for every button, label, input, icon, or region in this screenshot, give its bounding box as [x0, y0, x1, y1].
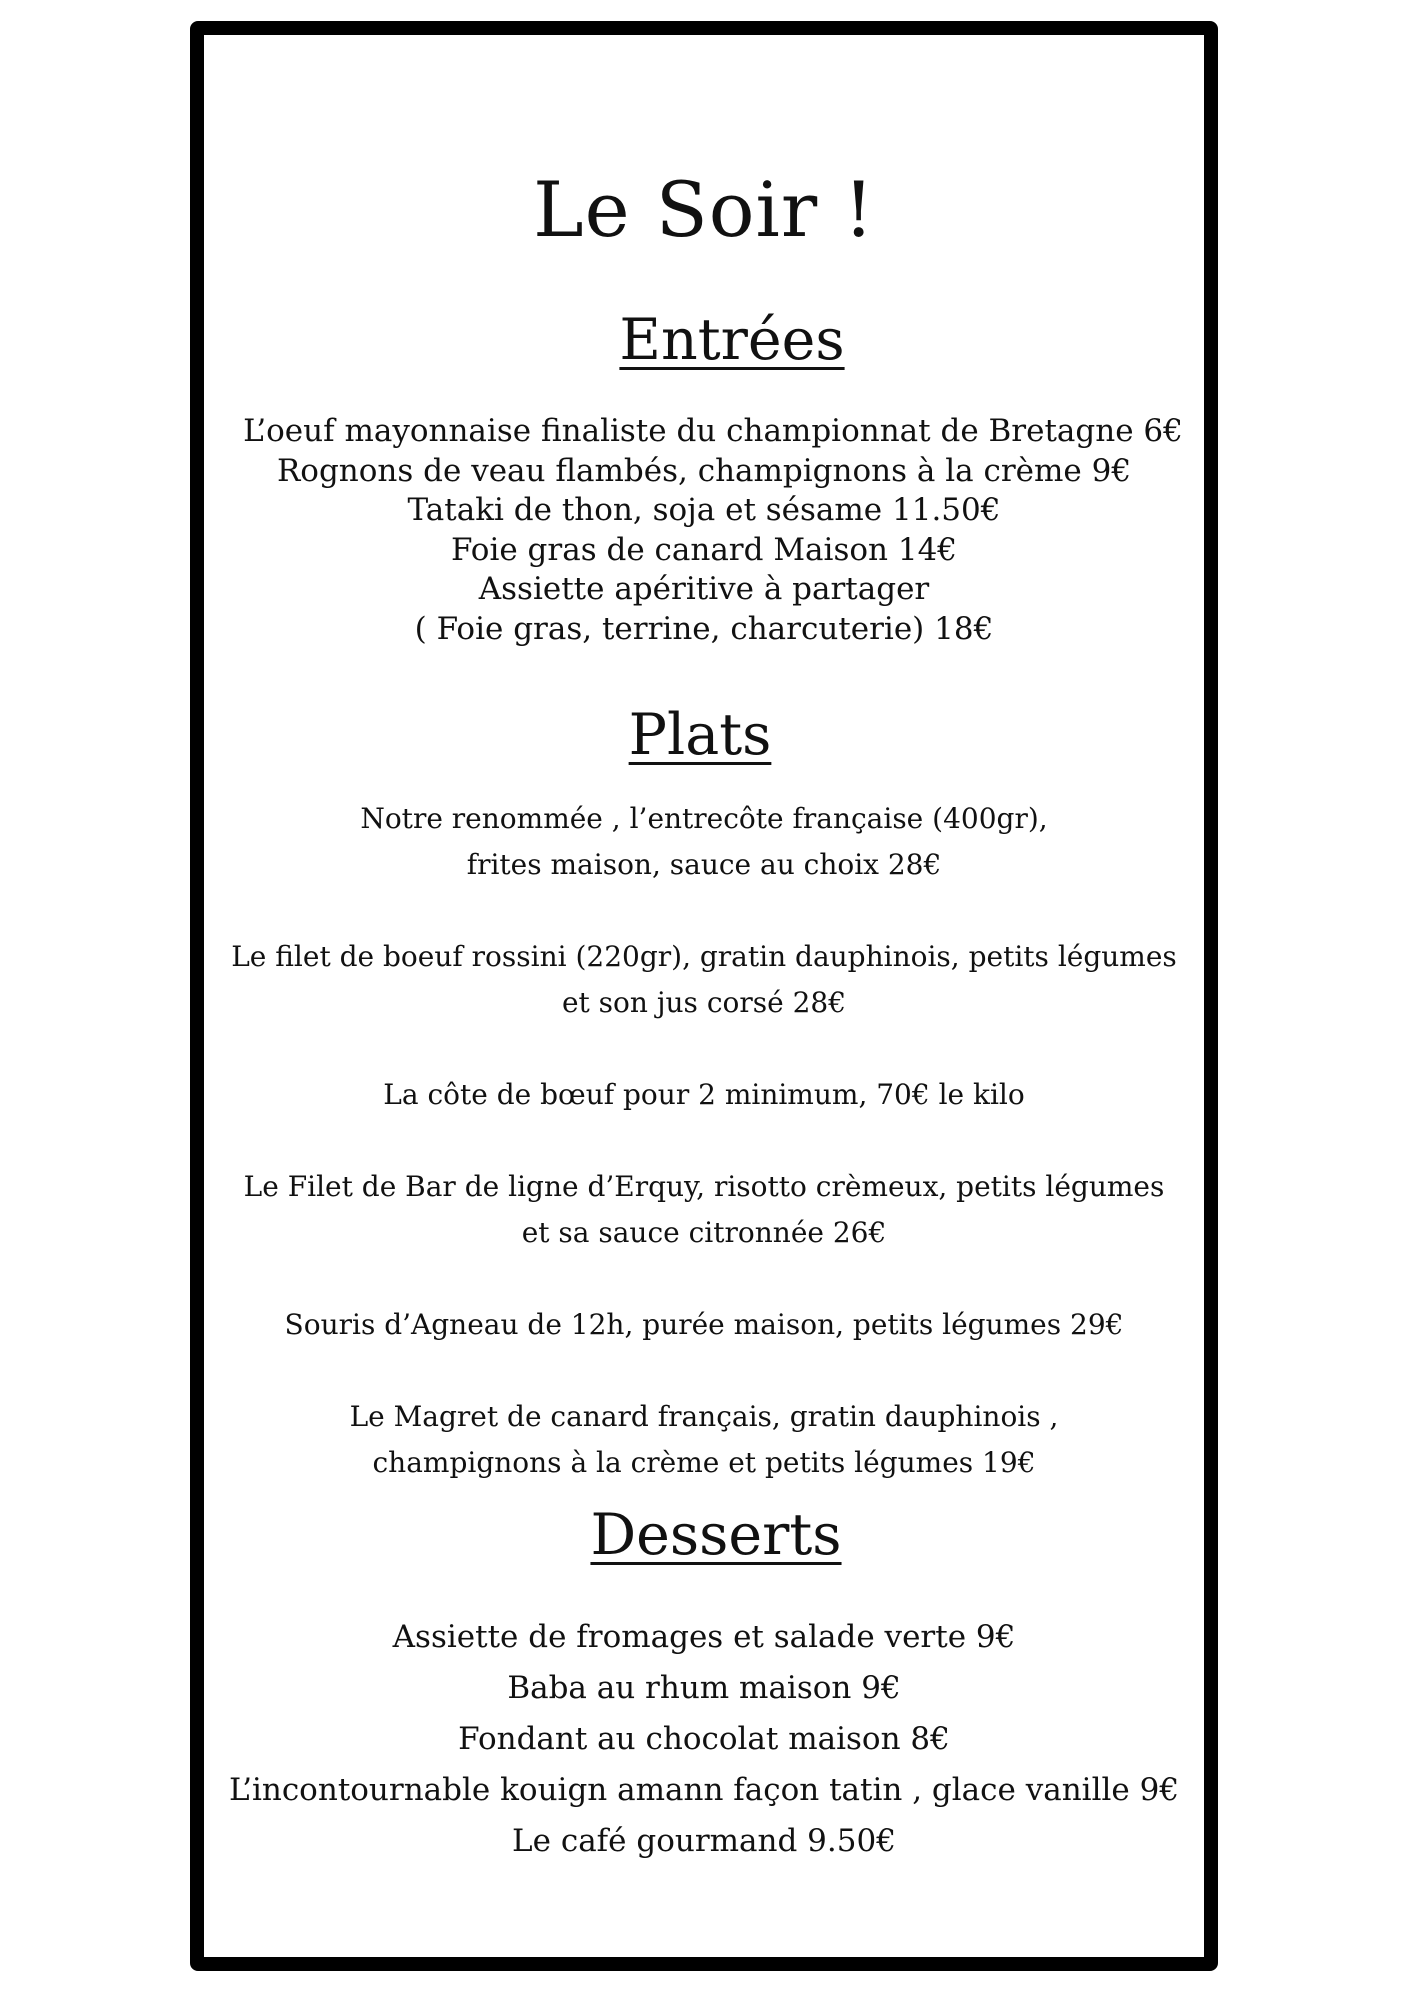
plat-item-line: Notre renommée , l’entrecôte française (400gr), — [360, 802, 1048, 835]
dessert-item: Le café gourmand 9.50€ — [512, 1823, 896, 1859]
entree-item: Foie gras de canard Maison 14€ — [450, 531, 958, 568]
section-heading-desserts: Desserts — [590, 1502, 842, 1568]
plat-item-line: La côte de bœuf pour 2 minimum, 70€ le kilo — [383, 1078, 1025, 1111]
plat-item-line: Le filet de boeuf rossini (220gr), gratin dauphinois, petits légumes — [231, 940, 1177, 973]
section-heading-entrees: Entrées — [619, 307, 845, 373]
plat-item-line: et son jus corsé 28€ — [561, 986, 847, 1019]
entree-item: Rognons de veau flambés, champignons à la crème 9€ — [276, 452, 1132, 489]
dessert-item: Assiette de fromages et salade verte 9€ — [392, 1619, 1016, 1655]
entree-item-detail: ( Foie gras, terrine, charcuterie) 18€ — [414, 610, 994, 647]
plat-item — [190, 1302, 1218, 1348]
plat-item-line: et sa sauce citronnée 26€ — [521, 1216, 887, 1249]
plat-item-line: Le Magret de canard français, gratin dauphinois , — [349, 1400, 1059, 1433]
entree-item: Assiette apéritive à partager — [478, 571, 930, 607]
entrees-list — [190, 412, 1218, 649]
plat-item-line: frites maison, sauce au choix 28€ — [466, 848, 942, 881]
plat-item-line: champignons à la crème et petits légumes 19€ — [372, 1446, 1036, 1479]
dessert-item: Fondant au chocolat maison 8€ — [458, 1721, 950, 1757]
section-heading-plats: Plats — [628, 702, 772, 768]
entree-item: Tataki de thon, soja et sésame 11.50€ — [407, 492, 1001, 528]
plat-item-line: Souris d’Agneau de 12h, purée maison, petits légumes 29€ — [284, 1308, 1124, 1341]
menu-title: Le Soir ! — [533, 165, 875, 254]
plat-item — [190, 1072, 1218, 1118]
desserts-list — [190, 1612, 1218, 1867]
dessert-item: L’incontournable kouign amann façon tatin , glace vanille 9€ — [228, 1772, 1180, 1808]
dessert-item: Baba au rhum maison 9€ — [507, 1670, 901, 1706]
plat-item — [190, 796, 1218, 888]
plat-item — [190, 1394, 1218, 1486]
plat-item — [190, 934, 1218, 1026]
plats-list — [190, 796, 1218, 1532]
entree-item: L’oeuf mayonnaise finaliste du championnat de Bretagne 6€ — [243, 413, 1183, 449]
plat-item-line: Le Filet de Bar de ligne d’Erquy, risotto crèmeux, petits légumes — [243, 1170, 1165, 1203]
plat-item — [190, 1164, 1218, 1256]
